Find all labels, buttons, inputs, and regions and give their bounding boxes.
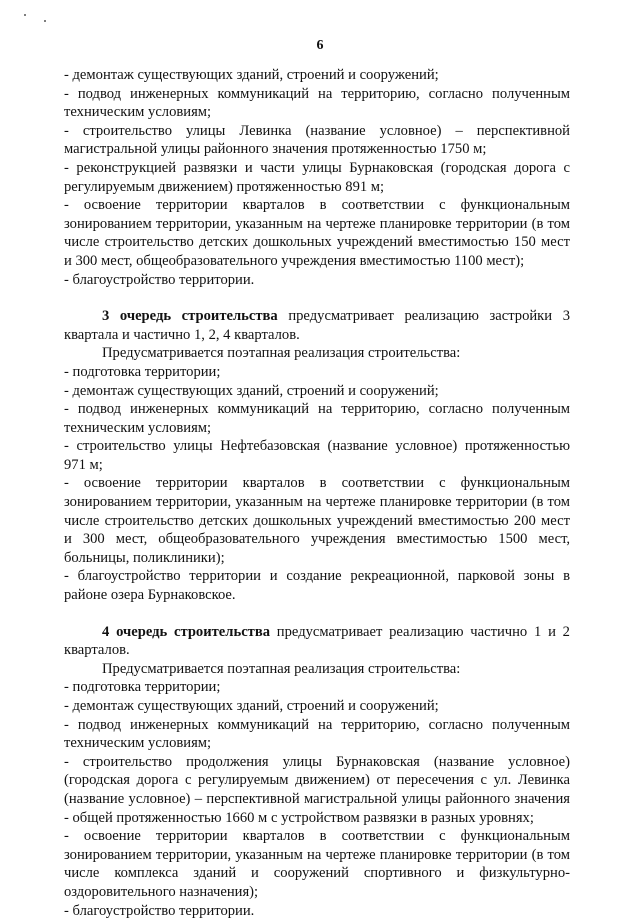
stage3-subheading: Предусматривается поэтапная реализация строительства: [102,345,461,362]
list-item: - освоение территории кварталов в соответствии с функциональным зонированием территории, указанным на чертеже планировке территории (в том числе комплекса зданий и сооружений спортивного и физкультурно-оздоровительного назначения); [64,828,570,900]
document-body [64,66,570,920]
stage3-heading-bold: 3 очередь строительства [102,308,278,325]
list-item: - реконструкцией развязки и части улицы Бурнаковская (городская дорога с регулируемым движением) протяженностью 891 м; [64,159,570,195]
list-item: - подвод инженерных коммуникаций на территорию, согласно полученным техническим условиям; [64,85,570,121]
list-item: - освоение территории кварталов в соответствии с функциональным зонированием территории, указанным на чертеже планировке территории (в том числе строительство детских дошкольных учреждений вместимостью 150 мест и 300 мест, общеобразовательного учреждения вместимостью 1100 мест); [64,197,570,269]
list-item: - благоустройство территории и создание рекреационной, парковой зоны в районе озера Бурнаковское. [64,568,570,604]
list-item: - подготовка территории; [64,363,221,380]
stage4-heading-bold: 4 очередь строительства [102,623,271,640]
stage4-subheading: Предусматривается поэтапная реализация строительства: [102,660,461,677]
list-item: - демонтаж существующих зданий, строений и сооружений; [64,698,439,714]
scan-speck [24,14,26,16]
stage3-heading-rest: предусматривает реализацию застройки 3 квартала и частично 1, 2, 4 кварталов. [64,308,571,343]
list-item: - подвод инженерных коммуникаций на территорию, согласно полученным техническим условиям; [64,716,570,752]
page-number: 6 [316,38,324,53]
list-item: - демонтаж существующих зданий, строений и сооружений; [64,382,439,399]
list-item: - благоустройство территории. [64,271,255,288]
list-item: - строительство улицы Левинка (название условное) – перспективной магистральной улицы районного значения протяженностью 1750 м; [64,122,570,158]
stage3-heading [64,307,570,344]
list-item: - благоустройство территории. [64,902,255,919]
list-item: - освоение территории кварталов в соответствии с функциональным зонированием территории, указанным на чертеже планировке территории (в том числе строительство детских дошкольных учреждений вместимостью 200 мест и 300 мест, общеобразовательного учреждения вместимостью 1500 мест, больницы, поликлиники); [64,475,570,566]
stage4-heading [64,623,570,660]
paragraph-gap [64,289,570,307]
list-item: - подготовка территории; [64,679,221,696]
paragraph-gap [64,605,570,623]
list-item: - строительство улицы Нефтебазовская (название условное) протяженностью 971 м; [64,438,570,473]
list-item: - подвод инженерных коммуникаций на территорию, согласно полученным техническим условиям; [64,401,570,436]
stage4-heading-rest: предусматривает реализацию частично 1 и 2 кварталов. [64,623,570,659]
list-item: - демонтаж существующих зданий, строений и сооружений; [64,67,439,83]
scan-speck [44,20,46,22]
list-item: - строительство продолжения улицы Бурнаковская (название условное) (городская дорога с регулируемым движением) от пересечения с ул. Левинка (название условное) – перспективной магистральной улицы районного значения - общей протяженностью 1660 м с устройством развязки в разных уровнях; [64,753,570,826]
